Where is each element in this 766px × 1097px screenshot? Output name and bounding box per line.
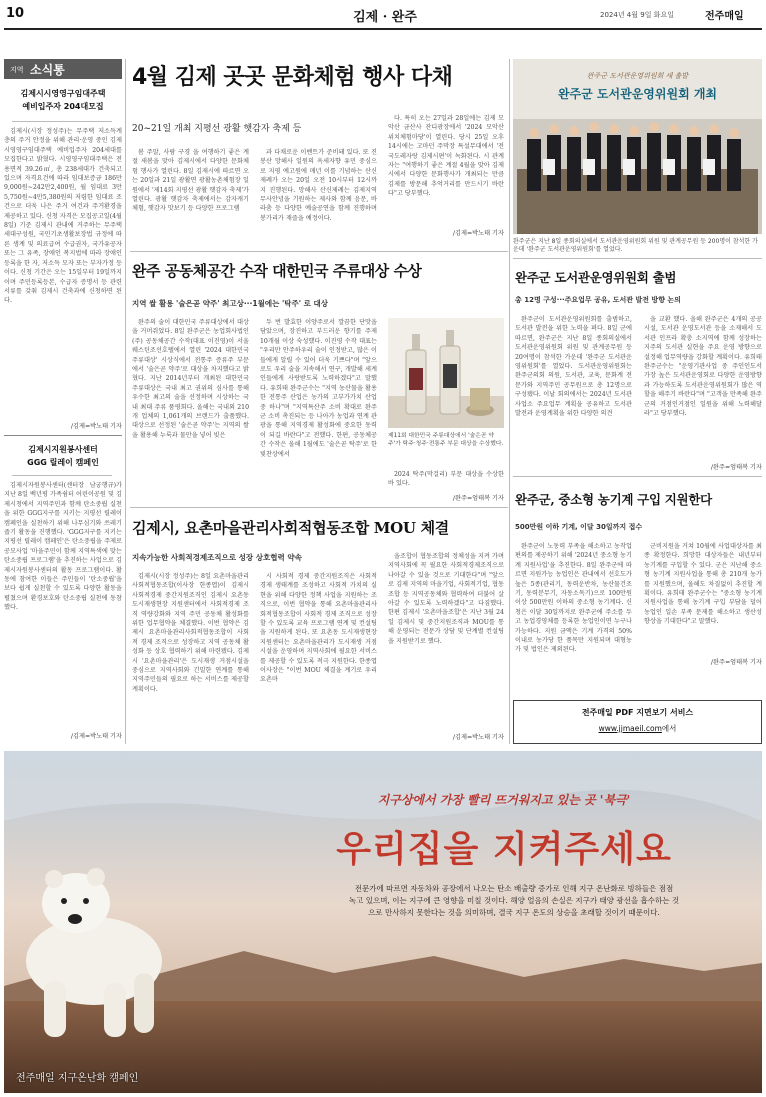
page-number: 10 [6, 6, 25, 21]
article2-byline: /완주=엄태복 기자 [710, 464, 762, 471]
sidebar-region-label: 지역 [10, 66, 24, 74]
headline-article3: 완주 공동체공간 수작 대한민국 주류대상 수상 [132, 262, 422, 280]
article4-col2: 시 사회적 경제 중간지원조직은 사회적 경제 생태계를 조성하고 사회적 가치의 실현을 위해 다양한 정책 사업을 지원하는 조직으로, 이번 협약을 통해 요촌마을관리사회적협동조합이 사회적 경제 조직으로 성장할 수 있도록 교육 프로그램 연계 및 컨설팅을 지원하게 된다. 또 요촌동 도시재생현장지원센터는 요촌마을관리가 도시재생 거점시설을 운영하며 지역사회에 필요한 서비스를 제공할 수 있도록 적극 지원한다. 한종엽 이사장은 "이번 MOU 체결을 계기로 우리 요촌마 [260, 573, 377, 684]
sidebar-item1-rule [12, 121, 112, 122]
sidebar-item1-headline [4, 87, 122, 113]
article3-col1: 완주의 술이 대한민국 주류대상에서 대상을 거머쥐었다. 8일 완주군은 농업회사법인(주) 공동체공간 수작(대표 이진영)이 서울 웨스틴조선호텔에서 열린 '2024 대한민국 주류대상' 시상식에서 전통주 증류주 부문에서 '술은곧 약주'로 대상을 차지했다고 밝혔다. 지난 2014년부터 개최된 대한민국 주류대상은 국내 최고 권위의 심사를 통해 우수한 최고의 술을 선정하며 시상하는 국내 최대 주류 품평회다. 올해는 국내외 210개 업체의 1,061개의 브랜드가 출품했다. 대상으로 선정된 '술은곧 약주'는 지역의 쌀을 활용해 누룩과 물만을 넣어 빚은 [132, 319, 249, 439]
sidebar-item1-headline-line1: 김제시시영영구임대주택 [20, 89, 106, 98]
photo-liquor-bottles [388, 318, 504, 428]
subhead-article5: 500만원 이하 기계, 이달 30일까지 접수 [515, 523, 643, 531]
article5-byline: /완주=엄태복 기자 [710, 659, 762, 666]
article4-col1: 김제시(시장 정성주)는 8일 요촌마을관리사회적협동조합(이사장 한종엽)이 김제시 사회적경제 중간지원조직인 김제시 요촌동 도시재생현장 지원센터에서 사회적경제 조직 역량강화와 지역 주민 공동체 활성화를 위한 업무협약을 체결했다. 이번 협약은 김제시 요촌마을관리사회적협동조합이 사회적 경제 조직으로 성장하고 지역 공동체 활성화 등 상호 협력하기 위해 마련됐다. 김제시 '요촌마을관리'은 도시재생 거점시설을 중심으로 지역사회와 긴밀한 연계를 통해 지역주민들의 필요로 하는 서비스를 제공할 계획이다. [132, 573, 249, 693]
ad-body-line1: 전문가에 따르면 자동차와 공장에서 나오는 탄소 배출량 증가로 인해 지구 온난화로 빙하들은 점점 [354, 884, 674, 893]
ad-body [294, 883, 734, 919]
article3-bottom-rule [130, 507, 508, 508]
climate-campaign-ad [4, 751, 762, 1093]
headline-article2: 완주군 도서관운영위원회 출범 [515, 270, 677, 285]
article3-byline: /완주=엄태복 기자 [452, 495, 504, 502]
pdf-service-link[interactable]: www.jjmaeil.com [598, 724, 662, 733]
ad-headline: 우리집을 지켜주세요 [336, 829, 672, 870]
photo-library-committee [513, 59, 762, 234]
ad-body-line2: 녹고 있으며, 이는 지구에 큰 영향을 미칠 것이다. 해양 얼음의 손실은 지구가 태양 광선을 흡수하는 것 [348, 896, 680, 905]
subhead-article3: 지역 쌀 활용 '술은곧 약주' 최고상···1월에는 '탁주' 로 대상 [132, 299, 328, 308]
sidebar-item2-headline-line2: GGG 릴레이 캠페인 [27, 458, 99, 467]
sidebar-item2-headline-line1: 김제시지원봉사센터 [28, 445, 98, 454]
center-right-separator [509, 59, 510, 744]
header-rule [4, 28, 762, 30]
article3-col2: 두 번 발효한 이양주로서 깔끔한 단맛을 담았으며, 장진하고 부드러운 향기를 주제 10개월 이상 숙성했다. 이진영 수작 대표는 "우리만 안주하우리 술이 인정받고, 많은 이들에게 알릴 수 있어 더욱 기쁘다"며 "앞으로도 우리 술을 지속해서 연구, 개발해 세계인들에게 사랑받도록 노력하겠다"고 말했다. 유희태 완주군수는 "지역 농산물을 활용한 전통주 산업은 농가의 고부가가치 산업 중 하나"며 "지역특산주 소비 확대로 완주군 소비 촉진되는 등 나아가 농업과 연계 관광을 통해 지역경제 활성화에 중요한 동력이 되길 바란다"고 전했다. 한편, 공동체공간 수작은 올해 1월에도 '술은곧 탁주'로 한빛찬상에서 [260, 319, 377, 458]
sidebar-item1-byline: /김제=박노태 기자 [70, 423, 122, 430]
subhead-article4: 지속가능한 사회적경제조직으로 성장 상호협력 약속 [132, 553, 302, 562]
pdf-service-box [513, 700, 762, 744]
sidebar-item2-rule [12, 475, 112, 476]
ad-body-line3: 으로 만사하지 못한다는 것을 의미하며, 결국 지구 온도의 상승을 초래할 것이기 때문이다. [368, 908, 660, 917]
sidebar-header [4, 59, 122, 79]
photo1-caption: 완주군은 지난 8일 종회의실에서 도서관운영위원회 위원 및 관계공무원 등 200명이 참석한 가운데 '완주군 도서관운영위원회'를 열었다. [513, 238, 758, 253]
article4-byline: /김제=박노태 기자 [452, 734, 504, 741]
photo1-banner-top: 완주군 도서관운영위원회 새 출발 [586, 72, 689, 80]
article4-col3: 을조합이 협동조합의 정체성을 지켜 가며 지역사회에 꼭 필요한 사회적경제조직으로 나아갈 수 있을 것으로 기대한다"며 "앞으로 김제 지역의 마을기업, 사회적기업, 협동조합 등 지역공동체와 협력하여 더불어 살아갈 수 있도록 노력하겠다"고 다짐했다. 한편 김제시 '요촌마을조합'은 지난 3월 24일 김제시 및 중간지원조직과 MOU를 통해 운영되는 전문가 상담 및 단계별 컨설팅을 지원받기로 했다. [388, 553, 504, 645]
section-title: 김제 · 완주 [353, 10, 417, 25]
article1-byline: /김제=박노태 기자 [452, 230, 504, 237]
sidebar-item2-body: 김제시자원봉사센터(센터장 남궁행규)가 지난 8일 백년평 가족쉼터 어린이공원 및 김제시청에서 지역주민과 함께 탄소중립 실천을 위한 GGG지구를 지키는 지평선 릴레이캠페인을 실천하기 위해 나무심기와 쓰레기 줍기 활동을 진행했다. 'GGG지구를 지키는 지평선 릴레이 캠페인'은 탄소중립을 주제로 공모사업 '마을주민이 함께 지역특색에 맞는 탄소중립 프로그램'을 추진하는 사업으로 김제시자원봉사센터의 활동 프로그램이다. 활동에 참여한 이들은 주민들이 '탄소중립'을 보다 쉽게 실천할 수 있도록 다양한 활동을 펼쳤으며 환경보호와 탄소중립 실천에 동참했다. [4, 482, 122, 612]
headline-article1: 4월 김제 곳곳 문화체험 행사 다채 [132, 65, 453, 90]
article2-bottom-rule [513, 476, 762, 477]
article5-col1: 완주군이 노동력 부족을 해소하고 농작업 편의를 제공하기 위해 '2024년 중소형 농기계 지원사업'을 추진한다. 8일 완주군에 따르면 지원가능 농업인은 관내에서 선호도가 높은 5종(관리기, 동력운반차, 농산물건조기, 동력분무기, 자동소독기)으로 100만원 이상 500만원 이하의 중소형 농기계다. 신청은 이달 30일까지로 완주군에 주소를 두고 농업경영체를 등록한 농업인이면 누구나 가능하다. 지원 금액은 기계 가격의 50% 이내로 농가당 한 품목만 지원되며 대형농가 및 법인은 제외된다. [515, 543, 632, 654]
liquor-bottles-photo-art [388, 318, 504, 428]
photo1-banner: 완주군 도서관운영위원회 개최 [557, 87, 718, 101]
sidebar-divider [4, 435, 122, 436]
photo1-caption-rule [513, 258, 762, 259]
article1-col2: 과 다채로운 이벤트가 준비돼 있다. 또 진봉산 망해사 일원의 옥세자향 유민 중심으로 지평 예고원에 매년 이를 기념하는 산신제례가 오는 20일 오전 10시부터 12시까지 진행된다. 망해사 산신제례는 김제지역 무사안녕을 기원하는 제사와 함께 음문, 바라춤 등 다양한 예술공연을 함께 진행하며 봉가리가 재즐을 예정이다. [260, 149, 377, 222]
headline-article5: 완주군, 중소형 농기계 구입 지원한다 [515, 492, 712, 507]
sidebar-item2-headline [4, 443, 122, 469]
sidebar [4, 59, 122, 744]
article2-col1: 완주군이 도서관운영위원회를 출범하고, 도서관 발전을 위한 노력을 펴다. 8일 군에 따르면, 완주군은 지난 8일 종회의실에서 도서관운영위원회 위원 및 관계공무원 등 20여명이 참석한 가운데 '완주군 도서관운영위원회'를 열었다. 도서관운영위원회는 완주군의회 의원, 도서관, 교육, 문화계 전문가와 지역주민 공무원으로 총 12명으로 구성됐다. 이날 회의에서는 2024년 도서관사업소 주요업무 계획을 공유하고 도서관 발전과 운영계획을 위한 다양한 의견 [515, 316, 632, 418]
page-header [0, 0, 766, 34]
article2-col2: 을 교환 했다. 올해 완주군은 4개의 공공 시설, 도서관 운영도서관 등을 소재해서 도서관 인프라 확충 소지역에 함께 성장하는 지주의 도서관 실현을 주요 운영 방향으로 설정해 업무역량을 강화할 계획이다. 유희태 완주군수는 "운영기관사업 중 주인인도서 가장 높은 도서관운영회로 다양한 운영방향과 가능하도록 도서관운영위원회가 많은 역할을 해주기 바란다"며 "고객을 만족해 완주군의 거점인거점인 일원을 위해 노력해달라"고 당부했다. [644, 316, 762, 418]
article1-col1: 봄 주말, 사람 구경 을 여행하기 좋은 계절 새봄을 맞아 김제시에서 다양한 문화체험 행사가 열린다. 8일 김제시에 따르면 오는 20일과 21일 광활면 광활농촌체험장 일원에서 '제14회 지평선 광활 햇감자 축제'가 열린다. 광활 햇감자 축제에서는 감자캐기 체험, 햇감자 맛보기 등 다양한 프로그램 [132, 149, 249, 213]
headline-article4: 김제시, 요촌마을관리사회적협동조합 MOU 체결 [132, 519, 449, 537]
masthead: 전주매일 [705, 11, 744, 22]
article3-photo-caption: 제11회 대한민국 주류대상에서 '술은곧 약주'가 탁주·청주·전통주 부문 대상을 수상했다. [388, 433, 504, 447]
issue-date: 2024년 4월 9일 화요일 [600, 11, 674, 19]
pdf-service-suffix: 에서 [661, 724, 677, 733]
sidebar-separator [125, 59, 126, 744]
article5-col2: 군비지원을 거쳐 10월에 사업대상자를 최종 확정한다. 희망한 대상자들은 내년부터 농기계를 구입할 수 있다. 군은 지난해 중소형 농기계 지원사업을 통해 총 210개 농가를 지원했으며, 올해도 차질없이 추진할 계획이다. 유희태 완주군수는 "중소형 농기계 지원사업을 통해 농기계 구입 부담을 덜어 농업인 일손 부족 문제를 해소하고 생산성 향상을 기대한다"고 말했다. [644, 543, 762, 626]
subhead-article2: 총 12명 구성···주요업무 공유, 도서관 발전 방향 논의 [515, 296, 681, 304]
pdf-service-url-line [514, 723, 761, 734]
article3-col3-end: 2024 탁주(막걸리) 부문 대상을 수상한 바 있다. [388, 471, 504, 488]
ad-tagline: 지구상에서 가장 빨리 뜨거워지고 있는 곳 '북극' [377, 793, 631, 807]
sidebar-title: 소식통 [30, 63, 65, 77]
pdf-service-title: 전주매일 PDF 지면보기 서비스 [581, 708, 694, 717]
sidebar-item1-headline-line2: 예비입주자 204대모집 [22, 102, 104, 111]
article1-col3: 다. 특히 오는 27일과 28일에는 김제 모악산 금산사 잔디광장에서 '2024 모악산 위치체험마당'이 열린다. 당시 25일 오후 14시에는 고마던 주막장 특설무대에서 '전국도레자랑 김제시편'이 녹화된다. 시 관계자는 "여행하기 좋은 계절 4월을 맞아 김제시에서 다양한 문화행사가 개최되는 만큼 김제를 방문해 추억거리를 만드시기 바란다"고 당부했다. [388, 115, 504, 198]
ad-credit: 전주매일 지구온난화 캠페인 [16, 1073, 139, 1084]
sidebar-item2-byline: /김제=박노태 기자 [70, 733, 122, 740]
subhead-article1: 20~21일 개최 지평선 광활 햇감자 축제 등 [132, 124, 302, 134]
sidebar-item1-body: 김제시(시장 정성주)는 무주택 저소득계층의 주거 안정을 위해 관리·운영 중인 김제시영영구임대주택 예비입주자 204세대를 모집한다고 밝혔다. 시영영구임대주택은 전용면적 39.26㎡, 총 238세대가 건축되고 있으며 자격요건에 따라 임대보증금 186만9,000원~242만2,400원, 월 임대료 3만5,750원~4만5,380원의 저렴한 임대료 조건으로 더욱 나은 주거 여건과 주거환경을 제공하고 있다. 신청 자격은 모집공고일(4월 8일) 기준 김제시 관내에 거주하는 무주택 세대구성원, 국민기초생활보장법 규정에 따른 생계 및 의료급여 수급권자, 국가유공자 또는 그 유족, 장애인 복지법에 따라 장애인 등록을 한 자, 저소득 모자 또는 부자가정 등이다. 신청 기간은 오는 15일부터 19일까지이며 주민등록등본, 수급자 증명서 등 관련 서류를 갖춰 김제시 건축과에 신청하면 된다. [4, 128, 122, 305]
article1-bottom-rule [130, 251, 508, 252]
